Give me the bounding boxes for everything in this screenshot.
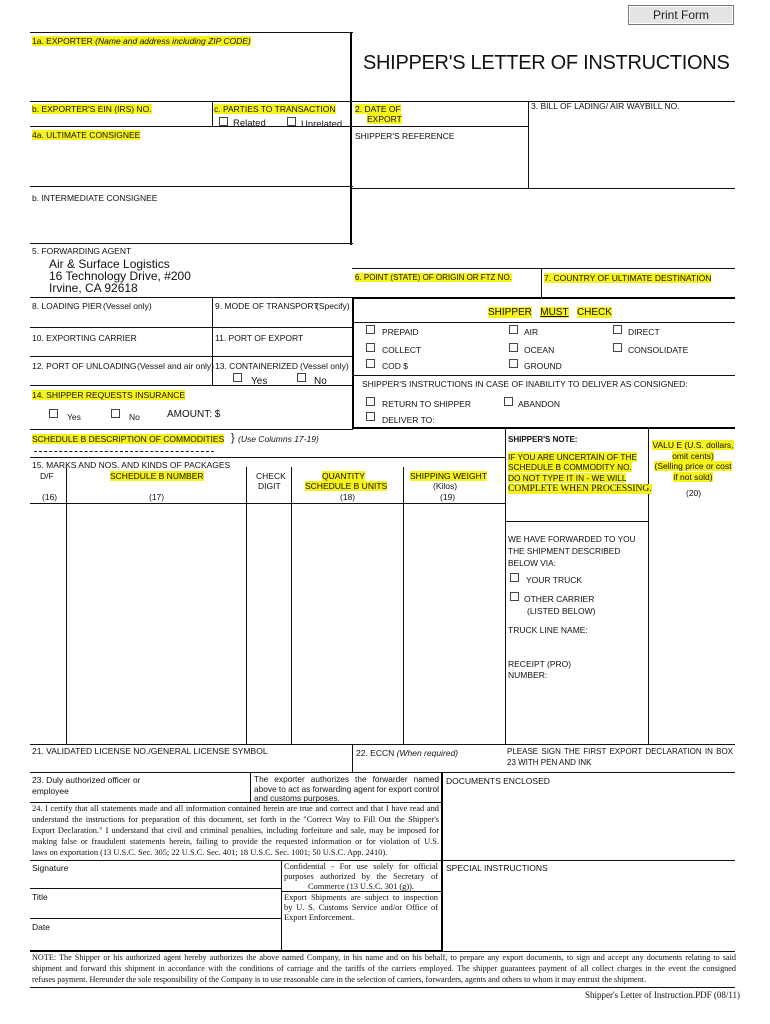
other-carrier-checkbox[interactable] [510, 592, 519, 601]
bill-lading-label: 3. BILL OF LADING/ AIR WAYBILL NO. [531, 101, 680, 111]
forwarded-line2: THE SHIPMENT DESCRIBED [508, 546, 621, 556]
eccn-label-note: (When required) [396, 748, 459, 758]
containerized-yes-checkbox[interactable] [233, 373, 242, 382]
other-carrier-label: OTHER CARRIER [524, 594, 595, 604]
eccn-label-main: 22. ECCN [356, 748, 395, 758]
shipper-note-line2: SCHEDULE B COMMODITY NO. [508, 462, 632, 473]
officer-label-2: employee [32, 786, 69, 796]
shipper-note-line4: COMPLETE WHEN PROCESSING. [508, 483, 652, 494]
schedule-desc-brace: } [231, 432, 235, 444]
license-label: 21. VALIDATED LICENSE NO./GENERAL LICENSE SYMBOL [32, 746, 268, 756]
deliver-to-label: DELIVER TO: [382, 415, 435, 425]
col-value [652, 440, 734, 482]
col-value-4: if not sold) [673, 471, 713, 482]
must-check-word-2: MUST [540, 307, 569, 318]
direct-checkbox[interactable] [613, 325, 622, 334]
related-label: Related [233, 118, 266, 129]
col-check-1: CHECK [256, 471, 286, 481]
forwarded-text [508, 533, 636, 569]
unrelated-label: Unrelated [301, 119, 343, 130]
unrelated-checkbox[interactable] [287, 117, 296, 126]
confidential-line2: purposes authorized by the Secretary of [284, 871, 438, 881]
forwarding-agent-label: 5. FORWARDING AGENT [32, 246, 132, 256]
exporting-carrier-label: 10. EXPORTING CARRIER [32, 333, 137, 343]
insurance-no-checkbox[interactable] [111, 409, 120, 418]
marks-label: 15. MARKS AND NOS. AND KINDS OF PACKAGES [32, 460, 231, 470]
your-truck-label: YOUR TRUCK [526, 575, 583, 585]
air-checkbox[interactable] [509, 325, 518, 334]
collect-checkbox[interactable] [366, 343, 375, 352]
col-weight-1: SHIPPING WEIGHT [410, 471, 487, 481]
port-export-label: 11. PORT OF EXPORT [215, 333, 304, 343]
page-title: SHIPPER'S LETTER OF INSTRUCTIONS [363, 52, 730, 74]
receipt-label-1: RECEIPT (PRO) [508, 659, 572, 669]
schedule-desc-label: SCHEDULE B DESCRIPTION OF COMMODITIES [32, 434, 225, 444]
your-truck-checkbox[interactable] [510, 573, 519, 582]
print-form-button[interactable]: Print Form [628, 5, 734, 25]
col-value-num: (20) [686, 488, 702, 498]
certify-line1: 24. I certify that all statements made and all information contained herein are true and correct and that I have read and [32, 804, 439, 813]
exporter-label [32, 36, 251, 46]
forwarding-agent-line1: Air & Surface Logistics [49, 257, 170, 271]
note-text [32, 952, 736, 986]
port-unloading-label: 12. PORT OF UNLOADING [32, 361, 137, 371]
col-check-2: DIGIT [258, 481, 281, 491]
consolidate-checkbox[interactable] [613, 343, 622, 352]
mode-transport-label: 9. MODE OF TRANSPORT [215, 301, 319, 311]
inability-instructions-label: SHIPPER'S INSTRUCTIONS IN CASE OF INABILITY TO DELIVER AS CONSIGNED: [362, 379, 688, 389]
export-subject-text [284, 893, 438, 922]
authorize-line2: above to act as forwarding agent for export control [254, 783, 439, 794]
col-weight-num: (19) [440, 492, 456, 502]
consolidate-label: CONSOLIDATE [628, 345, 689, 355]
export-subject-line3: Export Enforcement. [284, 912, 355, 922]
insurance-amount-label: AMOUNT: $ [167, 409, 221, 420]
ground-label: GROUND [524, 361, 562, 371]
must-check-word-1: SHIPPER [488, 307, 532, 318]
truck-line-label: TRUCK LINE NAME: [508, 625, 588, 635]
certify-line3: Export Declaration." I understand that civil and criminal penalties, including forfeiture and sale, may be imposed for [32, 826, 439, 835]
officer-label [32, 775, 141, 797]
date-label: Date [32, 922, 50, 932]
insurance-yes-label: Yes [67, 412, 81, 422]
mode-transport-note: (Specify) [316, 301, 350, 311]
shipper-reference-label: SHIPPER'S REFERENCE [355, 131, 455, 141]
abandon-label: ABANDON [518, 399, 561, 409]
schedule-desc-note: (Use Columns 17-19) [238, 434, 319, 444]
col-value-1: VALU E (U.S. dollars, [652, 440, 734, 450]
containerized-yes-label: Yes [251, 376, 268, 387]
certify-line5: laws on exportation (13 U.S.C. Sec. 305; 22 U.S.C. Sec. 401; 18 U.S.C. Sec. 1001; 50 U.S.C. App. 2410). [32, 848, 388, 857]
shipper-note-line3: DO NOT TYPE IT IN - WE WILL [508, 472, 627, 483]
forwarded-line3: BELOW VIA: [508, 558, 556, 568]
direct-label: DIRECT [628, 327, 660, 337]
loading-pier-note: (Vessel only) [103, 301, 152, 311]
port-unloading-note: (Vessel and air only) [137, 361, 215, 371]
col-value-2: omit cents) [672, 450, 714, 461]
shipper-must-check [488, 307, 612, 318]
loading-pier-label: 8. LOADING PIER [32, 301, 102, 311]
col-df-num: (16) [42, 492, 58, 502]
col-schedb-num: (17) [149, 492, 165, 502]
col-value-3: (Selling price or cost [654, 461, 732, 471]
country-destination-label: 7. COUNTRY OF ULTIMATE DESTINATION [544, 273, 712, 283]
please-sign-note: PLEASE SIGN THE FIRST EXPORT DECLARATION IN BOX 23 WITH PEN AND INK [507, 747, 733, 767]
note-line3: refuses payment. Hereunder the sole responsibility of the Company is to use reasonable care in the selection of carriers, forwarders, agents and others to whom it may entrust the shipment. [32, 975, 647, 985]
ground-checkbox[interactable] [509, 359, 518, 368]
certify-line2: understand the instructions for preparation of this document, set forth in the "Correct Way to Fill Out the Shipper's [32, 815, 439, 824]
containerized-no-label: No [314, 376, 327, 387]
cod-checkbox[interactable] [366, 359, 375, 368]
exporter-label-main: 1a. EXPORTER [32, 36, 93, 46]
ocean-label: OCEAN [524, 345, 555, 355]
eccn-label [356, 748, 458, 758]
certify-line4: making false or fraudulent statements herein, failing to provide the requested information or for violation of U.S. [32, 837, 439, 846]
special-instructions-label: SPECIAL INSTRUCTIONS [446, 863, 548, 873]
col-df: D/F [40, 471, 54, 481]
receipt-label-2: NUMBER: [508, 670, 548, 680]
cod-label: COD $ [382, 361, 408, 371]
col-qty-num: (18) [340, 492, 356, 502]
insurance-label: 14. SHIPPER REQUESTS INSURANCE [32, 390, 186, 400]
listed-below-label: (LISTED BELOW) [527, 606, 596, 616]
insurance-yes-checkbox[interactable] [49, 409, 58, 418]
point-origin-text: 6. POINT (STATE) OF ORIGIN OR FTZ NO. [355, 273, 512, 282]
note-line1: NOTE: The Shipper or his authorized agent hereby authorizes the above named Company, in his name and on his behalf, to prepare any export documents, to sign and accept any documents relating to said [32, 953, 736, 962]
containerized-note: (Vessel only) [300, 361, 349, 371]
abandon-checkbox[interactable] [504, 397, 513, 406]
date-export-label-1: 2. DATE OF [355, 104, 401, 114]
col-qty-2: SCHEDULE B UNITS [305, 481, 388, 491]
must-check-word-3: CHECK [576, 307, 612, 318]
related-checkbox[interactable] [219, 117, 228, 126]
point-origin-label [355, 273, 512, 282]
shipper-note-text [508, 452, 652, 494]
ultimate-consignee-label: 4a. ULTIMATE CONSIGNEE [32, 130, 141, 140]
officer-label-1: 23. Duly authorized officer or [32, 775, 141, 785]
col-schedb: SCHEDULE B NUMBER [110, 471, 204, 481]
export-subject-line2: by U. S. Customs Service and/or Office of [284, 902, 438, 912]
shipper-note-line1: IF YOU ARE UNCERTAIN OF THE [508, 452, 637, 462]
containerized-label: 13. CONTAINERIZED [215, 361, 298, 371]
prepaid-checkbox[interactable] [366, 325, 375, 334]
export-subject-line1: Export Shipments are subject to inspection [284, 893, 438, 902]
confidential-line3: Commerce (13 U.S.C. 301 (g)). [307, 881, 415, 891]
confidential-text [284, 862, 438, 891]
deliver-to-checkbox[interactable] [366, 412, 375, 421]
note-line2: shipment and forward this shipment in accordance with the conditions of carriage and the tariffs of the carriers employed. The shipper guarantees payment of all collect charges in the event the consigned [32, 964, 736, 974]
certify-text [32, 803, 439, 858]
shipper-note-label: SHIPPER'S NOTE: [508, 435, 578, 444]
prepaid-label: PREPAID [382, 327, 419, 337]
confidential-line1: Confidential - For use solely for official [284, 862, 438, 871]
title-label: Title [32, 892, 48, 902]
return-to-shipper-label: RETURN TO SHIPPER [382, 399, 471, 409]
documents-enclosed-label: DOCUMENTS ENCLOSED [446, 776, 550, 786]
forwarding-agent-line2: 16 Technology Drive, #200 [49, 269, 191, 283]
authorize-line1: The exporter authorizes the forwarder named [254, 774, 439, 784]
date-export-label-2: EXPORT [367, 114, 402, 124]
forwarded-line1: WE HAVE FORWARDED TO YOU [508, 534, 636, 544]
parties-label: c. PARTIES TO TRANSACTION [214, 104, 336, 114]
ein-label: b. EXPORTER'S EIN (IRS) NO. [32, 104, 152, 114]
footer-text: Shipper's Letter of Instruction.PDF (08/11) [585, 990, 741, 1000]
ocean-checkbox[interactable] [509, 343, 518, 352]
exporter-label-note: (Name and address including ZIP CODE) [95, 36, 251, 46]
collect-label: COLLECT [382, 345, 422, 355]
return-to-shipper-checkbox[interactable] [366, 397, 375, 406]
authorize-line3: and customs purposes. [254, 793, 340, 803]
signature-label: Signature [32, 863, 69, 873]
air-label: AIR [524, 327, 539, 337]
col-qty-1: QUANTITY [322, 471, 365, 481]
authorize-text [254, 775, 439, 804]
forwarding-agent-line3: Irvine, CA 92618 [49, 281, 138, 295]
col-weight-2: (Kilos) [433, 481, 458, 491]
insurance-no-label: No [129, 412, 140, 422]
containerized-no-checkbox[interactable] [297, 373, 306, 382]
intermediate-consignee-label: b. INTERMEDIATE CONSIGNEE [32, 193, 158, 203]
